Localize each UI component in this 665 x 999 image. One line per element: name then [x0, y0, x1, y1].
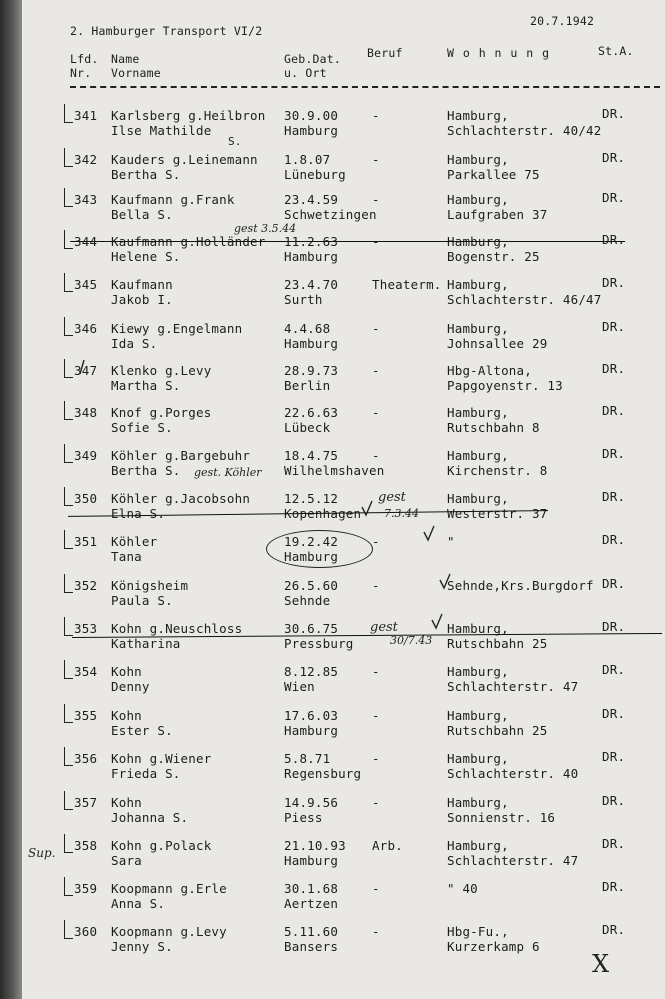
entry-residence-city: Sehnde,Krs.Burgdorf — [447, 578, 594, 593]
entry-residence-city: " 40 — [447, 881, 478, 896]
entry-birth-date: 30.6.75 — [284, 621, 339, 636]
pen-stroke-icon — [80, 360, 84, 374]
entry-birth-date: 19.2.42 — [284, 534, 339, 549]
entry-occupation: - — [372, 751, 380, 766]
entry-surname: Königsheim — [111, 578, 189, 593]
entry-first-name: Paula S. — [111, 593, 173, 608]
entry-nationality: DR. — [602, 619, 626, 634]
entry-nationality: DR. — [602, 275, 626, 290]
entry-occupation: - — [372, 795, 380, 810]
entry-birth-place: Berlin — [284, 378, 331, 393]
header-lfd: Lfd. — [70, 52, 99, 66]
entry-birth-place: Lüneburg — [284, 167, 346, 182]
entry-birth-place: Pressburg — [284, 636, 354, 651]
entry-nationality: DR. — [602, 922, 626, 937]
entry-surname: Kohn g.Wiener — [111, 751, 212, 766]
entry-birth-date: 5.11.60 — [284, 924, 339, 939]
entry-first-name: Martha S. — [111, 378, 181, 393]
entry-occupation: - — [372, 108, 380, 123]
entry-residence-city: Hamburg, — [447, 664, 509, 679]
entry-nationality: DR. — [602, 879, 626, 894]
entry-birth-date: 30.9.00 — [284, 108, 339, 123]
entry-residence-city: Hbg-Fu., — [447, 924, 509, 939]
entry-birth-date: 28.9.73 — [284, 363, 339, 378]
entry-first-name: Sara — [111, 853, 142, 868]
entry-first-name: Bella S. — [111, 207, 173, 222]
entry-birth-place: Piess — [284, 810, 323, 825]
handnote-349: gest. Köhler — [194, 466, 262, 479]
header-staatsangehoerigkeit: St.A. — [598, 44, 634, 58]
entry-first-name: Sofie S. — [111, 420, 173, 435]
entry-birth-date: 8.12.85 — [284, 664, 339, 679]
entry-residence-street: Laufgraben 37 — [447, 207, 548, 222]
entry-birth-date: 11.2.63 — [284, 234, 339, 249]
handnote-358: Sup. — [28, 846, 56, 860]
entry-residence-city: Hamburg, — [447, 491, 509, 506]
entry-occupation: Arb. — [372, 838, 403, 853]
entry-occupation: - — [372, 192, 380, 207]
entry-number: 355 — [74, 708, 98, 723]
header-name: Name — [111, 52, 140, 66]
entry-birth-place: Regensburg — [284, 766, 362, 781]
entry-number: 353 — [74, 621, 98, 636]
entry-surname: Kohn — [111, 795, 142, 810]
entry-residence-street: Rutschbahn 25 — [447, 723, 548, 738]
entry-surname: Kaufmann — [111, 277, 173, 292]
entry-surname: Koopmann g.Levy — [111, 924, 227, 939]
entry-nationality: DR. — [602, 361, 626, 376]
entry-surname: Karlsberg g.Heilbron — [111, 108, 266, 123]
entry-first-name: Jakob I. — [111, 292, 173, 307]
entry-surname: Köhler g.Jacobsohn — [111, 491, 251, 506]
entry-residence-city: Hamburg, — [447, 621, 509, 636]
entry-surname: Knof g.Porges — [111, 405, 212, 420]
entry-occupation: - — [372, 708, 380, 723]
entry-number: 344 — [74, 234, 98, 249]
entry-birth-date: 12.5.12 — [284, 491, 339, 506]
entry-birth-date: 18.4.75 — [284, 448, 339, 463]
entry-number: 350 — [74, 491, 98, 506]
entry-residence-city: Hamburg, — [447, 751, 509, 766]
entry-surname: Köhler g.Bargebuhr — [111, 448, 251, 463]
entry-residence-street: Sonnienstr. 16 — [447, 810, 556, 825]
handmark-x: X — [592, 950, 610, 978]
entry-nationality: DR. — [602, 232, 626, 247]
list-title: 2. Hamburger Transport VI/2 — [70, 24, 263, 38]
entry-residence-city: Hamburg, — [447, 448, 509, 463]
entry-nationality: DR. — [602, 532, 626, 547]
entry-first-name: Bertha S. — [111, 463, 181, 478]
entry-first-name: Ilse Mathilde — [111, 123, 212, 138]
entry-residence-street: Schlachterstr. 40/42 — [447, 123, 602, 138]
entry-surname: Kohn — [111, 708, 142, 723]
entry-surname: Kaufmann g.Holländer — [111, 234, 266, 249]
header-wohnung: W o h n u n g — [447, 46, 551, 60]
entry-birth-date: 22.6.63 — [284, 405, 339, 420]
entry-residence-city: Hbg-Altona, — [447, 363, 532, 378]
entry-birth-place: Hamburg — [284, 549, 339, 564]
entry-occupation: Theaterm. — [372, 277, 442, 292]
entry-residence-street: Bogenstr. 25 — [447, 249, 540, 264]
entry-number: 347 — [74, 363, 98, 378]
entry-first-name: Anna S. — [111, 896, 166, 911]
scan-binding-edge — [0, 0, 22, 999]
entry-residence-street: Parkallee 75 — [447, 167, 540, 182]
handnote-350-date: 7.3.44 — [384, 507, 419, 520]
entry-occupation: - — [372, 234, 380, 249]
entry-birth-date: 14.9.56 — [284, 795, 339, 810]
entry-residence-street: Kirchenstr. 8 — [447, 463, 548, 478]
entry-residence-city: " — [447, 534, 455, 549]
entry-birth-place: Lübeck — [284, 420, 331, 435]
entry-first-name: Johanna S. — [111, 810, 189, 825]
entry-nationality: DR. — [602, 446, 626, 461]
entry-residence-street: Rutschbahn 8 — [447, 420, 540, 435]
entry-residence-city: Hamburg, — [447, 192, 509, 207]
header-geb-dat: Geb.Dat. — [284, 52, 341, 66]
entry-occupation: - — [372, 534, 380, 549]
entry-surname: Kohn g.Polack — [111, 838, 212, 853]
entry-nationality: DR. — [602, 319, 626, 334]
entry-birth-date: 26.5.60 — [284, 578, 339, 593]
entry-occupation: - — [372, 405, 380, 420]
entry-nationality: DR. — [602, 662, 626, 677]
entry-birth-place: Surth — [284, 292, 323, 307]
entry-nationality: DR. — [602, 576, 626, 591]
entry-surname: Kiewy g.Engelmann — [111, 321, 243, 336]
entry-residence-city: Hamburg, — [447, 838, 509, 853]
entry-number: 343 — [74, 192, 98, 207]
entry-birth-place: Hamburg — [284, 123, 339, 138]
entry-number: 354 — [74, 664, 98, 679]
entry-number: 346 — [74, 321, 98, 336]
list-date: 20.7.1942 — [530, 14, 595, 28]
entry-residence-city: Hamburg, — [447, 405, 509, 420]
entry-birth-place: Sehnde — [284, 593, 331, 608]
entry-residence-street: Schlachterstr. 40 — [447, 766, 579, 781]
entry-birth-date: 17.6.03 — [284, 708, 339, 723]
entry-residence-street: Schlachterstr. 46/47 — [447, 292, 602, 307]
entry-nationality: DR. — [602, 836, 626, 851]
handnote-353-gest: gest — [370, 620, 398, 635]
entry-first-name: Bertha S. — [111, 167, 181, 182]
entry-number: 349 — [74, 448, 98, 463]
transport-list-page — [22, 0, 665, 999]
entry-surname: Kauders g.Leinemann — [111, 152, 258, 167]
entry-number: 342 — [74, 152, 98, 167]
entry-birth-place: Hamburg — [284, 723, 339, 738]
entry-first-name: Frieda S. — [111, 766, 181, 781]
entry-nationality: DR. — [602, 793, 626, 808]
entry-first-name: Katharina — [111, 636, 181, 651]
entry-residence-city: Hamburg, — [447, 277, 509, 292]
entry-number: 360 — [74, 924, 98, 939]
checkmark-icon — [362, 501, 372, 515]
entry-surname: Klenko g.Levy — [111, 363, 212, 378]
entry-nationality: DR. — [602, 706, 626, 721]
entry-residence-street: Schlachterstr. 47 — [447, 853, 579, 868]
entry-nationality: DR. — [602, 106, 626, 121]
entry-birth-place: Bansers — [284, 939, 339, 954]
entry-birth-place: Hamburg — [284, 853, 339, 868]
entry-occupation: - — [372, 924, 380, 939]
checkmark-icon — [440, 574, 450, 588]
entry-birth-date: 30.1.68 — [284, 881, 339, 896]
entry-birth-date: 4.4.68 — [284, 321, 331, 336]
entry-residence-city: Hamburg, — [447, 321, 509, 336]
entry-occupation: - — [372, 664, 380, 679]
header-beruf: Beruf — [367, 46, 403, 60]
entry-nationality: DR. — [602, 749, 626, 764]
entry-birth-place: Kopenhagen — [284, 506, 362, 521]
entry-number: 358 — [74, 838, 98, 853]
entry-number: 357 — [74, 795, 98, 810]
handnote-344: gest 3.5.44 — [234, 222, 297, 235]
entry-occupation: - — [372, 152, 380, 167]
entry-nationality: DR. — [602, 190, 626, 205]
entry-number: 359 — [74, 881, 98, 896]
entry-occupation: - — [372, 363, 380, 378]
entry-surname: Koopmann g.Erle — [111, 881, 227, 896]
entry-number: 356 — [74, 751, 98, 766]
entry-occupation: - — [372, 321, 380, 336]
handnote-350-gest: gest — [378, 490, 406, 505]
entry-first-name: Denny — [111, 679, 150, 694]
entry-residence-city: Hamburg, — [447, 234, 509, 249]
entry-first-name: Elna S. — [111, 506, 166, 521]
entry-birth-place: Schwetzingen — [284, 207, 377, 222]
entry-number: 345 — [74, 277, 98, 292]
entry-number: 348 — [74, 405, 98, 420]
entry-first-name: Ester S. — [111, 723, 173, 738]
entry-number: 352 — [74, 578, 98, 593]
entry-first-name: Ida S. — [111, 336, 158, 351]
entry-occupation: - — [372, 578, 380, 593]
entry-nationality: DR. — [602, 489, 626, 504]
entry-surname: Kaufmann g.Frank — [111, 192, 235, 207]
checkmark-icon — [424, 526, 434, 540]
header-vorname: Vorname — [111, 66, 161, 80]
entry-residence-city: Hamburg, — [447, 708, 509, 723]
entry-birth-date: 23.4.70 — [284, 277, 339, 292]
checkmark-layer — [22, 0, 665, 999]
entry-name-suffix: S. — [228, 135, 242, 148]
entry-birth-place: Wilhelmshaven — [284, 463, 385, 478]
entry-birth-place: Hamburg — [284, 249, 339, 264]
entry-residence-city: Hamburg, — [447, 108, 509, 123]
entry-residence-street: Papgoyenstr. 13 — [447, 378, 563, 393]
header-ort: u. Ort — [284, 66, 327, 80]
checkmark-icon — [432, 614, 442, 628]
entry-nationality: DR. — [602, 150, 626, 165]
handnote-353-date: 30/7.43 — [390, 634, 433, 647]
entry-residence-city: Hamburg, — [447, 152, 509, 167]
entry-surname: Kohn — [111, 664, 142, 679]
entry-nationality: DR. — [602, 403, 626, 418]
entry-surname: Kohn g.Neuschloss — [111, 621, 243, 636]
entry-occupation: - — [372, 881, 380, 896]
entry-birth-place: Wien — [284, 679, 315, 694]
entry-surname: Köhler — [111, 534, 158, 549]
entry-first-name: Helene S. — [111, 249, 181, 264]
entry-residence-street: Schlachterstr. 47 — [447, 679, 579, 694]
header-nr: Nr. — [70, 66, 92, 80]
entry-birth-date: 23.4.59 — [284, 192, 339, 207]
entry-birth-date: 21.10.93 — [284, 838, 346, 853]
entry-birth-date: 1.8.07 — [284, 152, 331, 167]
entry-residence-city: Hamburg, — [447, 795, 509, 810]
entry-birth-place: Hamburg — [284, 336, 339, 351]
entry-first-name: Tana — [111, 549, 142, 564]
entry-birth-date: 5.8.71 — [284, 751, 331, 766]
entry-residence-street: Johnsallee 29 — [447, 336, 548, 351]
entry-first-name: Jenny S. — [111, 939, 173, 954]
entry-occupation: - — [372, 448, 380, 463]
entry-birth-place: Aertzen — [284, 896, 339, 911]
entry-residence-street: Rutschbahn 25 — [447, 636, 548, 651]
entry-residence-street: Westerstr. 37 — [447, 506, 548, 521]
entry-residence-street: Kurzerkamp 6 — [447, 939, 540, 954]
entry-number: 341 — [74, 108, 98, 123]
entry-number: 351 — [74, 534, 98, 549]
